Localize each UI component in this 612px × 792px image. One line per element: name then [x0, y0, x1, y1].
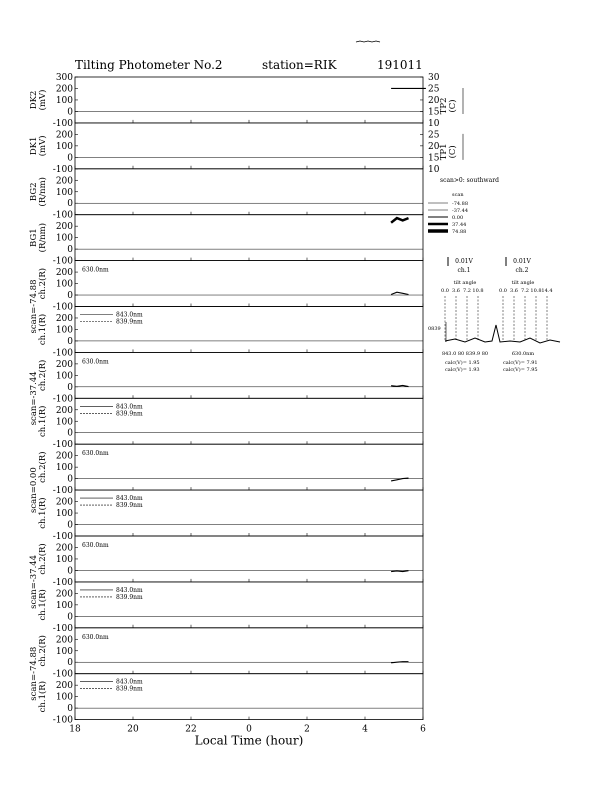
y-tick-label: -100: [52, 715, 73, 726]
y-tick-label: 100: [55, 279, 73, 290]
y-tick-label: 0: [67, 658, 73, 669]
y-tick-label: 0: [67, 474, 73, 485]
ch1-scale: 0.01V: [455, 258, 473, 265]
station-label: station=RIK: [262, 58, 337, 72]
x-tick-label: 22: [185, 724, 197, 735]
scan-legend-value: 74.88: [452, 229, 467, 235]
y-tick-label: 0: [67, 336, 73, 347]
y-tick-label: 200: [55, 543, 73, 554]
panel-frame: [75, 536, 423, 582]
y-tick-label: -100: [52, 394, 73, 405]
series-line: [391, 662, 408, 663]
ch2-wavelength: 630.0nm: [82, 266, 109, 274]
temp-tick-label: 10: [428, 118, 440, 129]
tp2-label: (C): [448, 99, 458, 113]
scan-group-label: scan=-37.44: [29, 371, 39, 426]
y-tick-label: 0: [67, 566, 73, 577]
ch2-wavelength: 630.0nm: [82, 542, 109, 549]
y-tick-label: -100: [52, 669, 73, 680]
temp-tick-label: 20: [428, 141, 440, 152]
ch1-tilt-angle: 3.6: [452, 288, 460, 294]
scan-group-label: scan=0.00: [29, 467, 39, 513]
temp-tick-label: 30: [428, 73, 440, 83]
bg2-label: BG2: [29, 182, 39, 202]
panel-frame: [75, 444, 423, 490]
y-tick-label: -100: [52, 348, 73, 359]
scan-legend-title: scan: [452, 192, 464, 198]
tp2-label: TP2: [439, 97, 449, 115]
ch2-tilt-angle: 3.6: [510, 288, 518, 294]
ch1-tilt-angle: 10.8: [472, 288, 484, 294]
y-tick-label: 0: [67, 704, 73, 715]
ch1-wavelength-a: 843.0nm: [116, 495, 143, 503]
y-tick-label: 0: [67, 382, 73, 393]
y-tick-label: 0: [67, 199, 73, 210]
ch2-label: ch.2(R): [38, 635, 48, 667]
ch1-label: ch.1(R): [38, 589, 48, 621]
y-tick-label: -100: [52, 118, 73, 129]
ch1-bottom-label: 843.0 80 839.9 80: [441, 351, 489, 357]
y-tick-label: -100: [52, 532, 73, 542]
x-tick-label: 18: [69, 724, 81, 735]
ch2-wavelength: 630.0nm: [82, 450, 109, 458]
series-line: [391, 571, 408, 572]
tp1-label: TP1: [439, 143, 449, 161]
y-tick-label: 200: [55, 589, 73, 600]
y-tick-label: 100: [55, 692, 73, 703]
y-tick-label: 100: [55, 233, 73, 244]
ch2-label: ch.2(R): [38, 543, 48, 575]
ch1-calc2: calc(V)= 1.93: [445, 367, 480, 373]
panel-frame: [75, 628, 423, 674]
y-tick-label: -100: [52, 623, 73, 634]
y-tick-label: -100: [52, 302, 73, 313]
y-tick-label: 100: [55, 417, 73, 428]
y-tick-label: 200: [55, 222, 73, 233]
temp-tick-label: 10: [428, 164, 440, 175]
mini-trace: [445, 325, 560, 343]
bg1-label: BG1: [29, 228, 39, 247]
temp-tick-label: 15: [428, 107, 440, 118]
dk2-label: DK2: [29, 90, 39, 110]
temp-tick-label: 25: [428, 84, 440, 95]
y-tick-label: 0: [67, 291, 73, 302]
y-tick-label: -100: [52, 164, 73, 175]
ch1-wavelength-a: 843.0nm: [116, 678, 143, 686]
x-tick-label: 0: [246, 724, 252, 735]
ch1-tilt-angle: 0.0: [441, 288, 449, 294]
panel-group: [29, 73, 463, 726]
ch1-wavelength-b: 839.9nm: [116, 318, 143, 326]
bg2-label: (R/nm): [38, 177, 48, 207]
x-axis-label: Local Time (hour): [194, 733, 304, 748]
y-tick-label: 200: [55, 176, 73, 187]
top-artifact-trace: [356, 41, 380, 42]
scan-legend-value: 0.00: [452, 215, 464, 221]
ch2-name: ch.2: [515, 267, 529, 274]
panel-frame: [75, 215, 423, 261]
temp-tick-label: 15: [428, 153, 440, 164]
y-tick-label: 200: [55, 497, 73, 508]
y-tick-label: 200: [55, 130, 73, 141]
y-tick-label: 0: [67, 428, 73, 439]
y-tick-label: 100: [55, 371, 73, 382]
scan-direction-heading: scan>0: southward: [440, 177, 499, 184]
y-tick-label: 0: [67, 245, 73, 256]
y-tick-label: 200: [55, 405, 73, 416]
ch1-wavelength-b: 839.9nm: [116, 685, 143, 693]
y-tick-label: 300: [55, 73, 73, 83]
right-legend: [428, 177, 560, 373]
ch1-label: ch.1(R): [38, 313, 48, 346]
x-tick-label: 4: [362, 724, 368, 735]
ch1-wavelength-a: 843.0nm: [116, 403, 143, 411]
ch1-wavelength-b: 839.9nm: [116, 410, 143, 418]
y-tick-label: 200: [55, 681, 73, 692]
panel-frame: [75, 123, 423, 169]
y-tick-label: 100: [55, 95, 73, 106]
dk1-label: DK1: [29, 136, 39, 156]
y-tick-label: 100: [55, 646, 73, 657]
x-tick-label: 20: [127, 724, 139, 735]
x-tick-label: 2: [304, 724, 310, 735]
ch2-tilt-angle: 7.2: [521, 288, 529, 294]
ch2-calc1: calc(V)= 7.91: [503, 360, 538, 366]
y-tick-label: 200: [55, 268, 73, 279]
series-line: [391, 385, 408, 386]
ch1-wavelength-a: 843.0nm: [116, 311, 143, 319]
y-tick-label: 100: [55, 509, 73, 520]
y-tick-label: 100: [55, 600, 73, 611]
ch1-name: ch.1: [457, 267, 471, 274]
ch2-tilt-angle: 0.0: [499, 288, 507, 294]
ch1-label: ch.1(R): [38, 680, 48, 713]
scan-group-label: scan=-74.88: [29, 646, 39, 701]
ch2-tilt-angle: 14.4: [541, 288, 553, 294]
ch2-bottom-label: 630.0nm: [511, 351, 535, 357]
y-tick-label: -100: [52, 486, 73, 497]
scan-legend-value: -74.88: [452, 201, 469, 207]
series-line: [391, 292, 408, 294]
scan-legend-value: -37.44: [452, 208, 469, 214]
ch1-tilt-label: tilt angle: [453, 280, 477, 286]
ch1-time: 0839: [428, 326, 441, 332]
panel-frame: [75, 169, 423, 215]
dk2-label: (mV): [38, 89, 48, 111]
y-tick-label: 0: [67, 153, 73, 164]
y-tick-label: 100: [55, 187, 73, 198]
y-tick-label: -100: [52, 256, 73, 267]
y-tick-label: 0: [67, 612, 73, 623]
series-line: [391, 218, 408, 223]
scan-group-label: scan=-74.88: [29, 279, 39, 334]
panel-frame: [75, 77, 423, 123]
y-tick-label: 100: [55, 141, 73, 152]
y-tick-label: 200: [55, 359, 73, 370]
y-tick-label: -100: [52, 440, 73, 451]
x-tick-label: 6: [420, 724, 426, 735]
ch2-tilt-angle: 10.8: [530, 288, 542, 294]
ch1-wavelength-b: 839.9nm: [116, 593, 143, 601]
y-tick-label: 200: [55, 84, 73, 95]
ch1-tilt-angle: 7.2: [463, 288, 471, 294]
ch1-calc1: calc(V)= 1.95: [445, 360, 480, 366]
ch1-wavelength-a: 843.0nm: [116, 586, 143, 594]
y-tick-label: 0: [67, 107, 73, 118]
y-tick-label: 200: [55, 451, 73, 462]
panel-frame: [75, 261, 423, 307]
ch2-label: ch.2(R): [38, 451, 48, 483]
temp-tick-label: 25: [428, 130, 440, 141]
y-tick-label: -100: [52, 577, 73, 588]
panel-frame: [75, 352, 423, 398]
y-tick-label: 200: [55, 635, 73, 646]
ch1-wavelength-b: 839.9nm: [116, 502, 143, 510]
ch2-scale: 0.01V: [513, 258, 531, 265]
temp-tick-label: 20: [428, 95, 440, 106]
ch2-tilt-label: tilt angle: [511, 280, 535, 286]
y-tick-label: 200: [55, 313, 73, 324]
ch2-wavelength: 630.0nm: [82, 633, 109, 641]
ch2-label: ch.2(R): [38, 267, 48, 300]
bg1-label: (R/nm): [38, 222, 48, 253]
y-tick-label: -100: [52, 210, 73, 221]
date-label: 191011: [377, 58, 423, 72]
tp1-label: (C): [448, 145, 458, 159]
ch2-label: ch.2(R): [38, 359, 48, 392]
dk1-label: (mV): [38, 135, 48, 157]
y-tick-label: 0: [67, 520, 73, 531]
title: Tilting Photometer No.2: [75, 58, 223, 72]
scan-group-label: scan=-37.44: [29, 554, 39, 609]
ch2-wavelength: 630.0nm: [82, 358, 109, 366]
y-tick-label: 100: [55, 554, 73, 565]
y-tick-label: 100: [55, 325, 73, 336]
ch1-label: ch.1(R): [38, 497, 48, 529]
x-axis: [69, 725, 426, 748]
ch2-calc2: calc(V)= 7.95: [503, 367, 538, 373]
scan-legend-value: 37.44: [452, 222, 467, 228]
y-tick-label: 100: [55, 463, 73, 474]
ch1-label: ch.1(R): [38, 405, 48, 437]
